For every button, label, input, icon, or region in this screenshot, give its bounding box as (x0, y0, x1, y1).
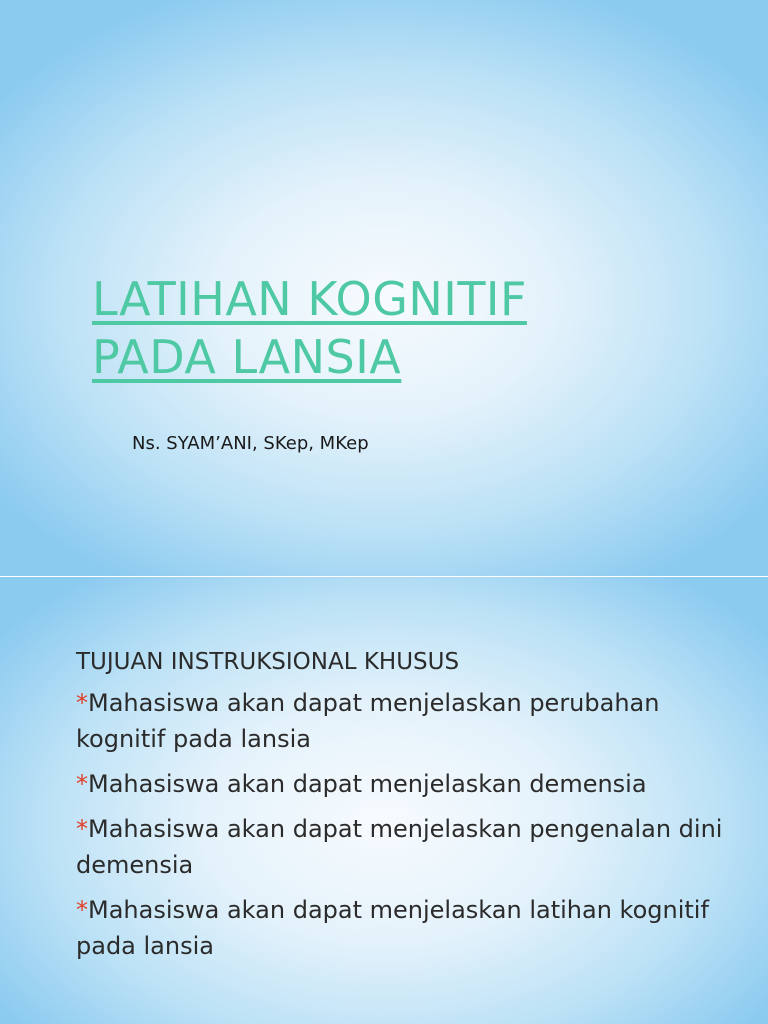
objective-text: Mahasiswa akan dapat menjelaskan perubahan kognitif pada lansia (76, 689, 660, 753)
asterisk-bullet-icon: * (76, 689, 88, 717)
asterisk-bullet-icon: * (76, 815, 88, 843)
objectives-content (76, 647, 736, 973)
objective-item (76, 766, 736, 802)
asterisk-bullet-icon: * (76, 770, 88, 798)
author-subtitle: Ns. SYAM’ANI, SKep, MKep (132, 433, 369, 454)
title-line-1: LATIHAN KOGNITIF (92, 272, 527, 326)
objectives-heading: TUJUAN INSTRUKSIONAL KHUSUS (76, 649, 460, 675)
objective-text: Mahasiswa akan dapat menjelaskan demensia (88, 770, 647, 798)
objective-text: Mahasiswa akan dapat menjelaskan latihan kognitif pada lansia (76, 896, 709, 960)
objectives-slide (0, 577, 768, 1024)
objective-item (76, 685, 736, 757)
objective-item (76, 892, 736, 964)
objective-text: Mahasiswa akan dapat menjelaskan pengenalan dini demensia (76, 815, 723, 879)
asterisk-bullet-icon: * (76, 896, 88, 924)
title-line-2: PADA LANSIA (92, 330, 402, 384)
slide-title (92, 270, 732, 386)
objective-item (76, 811, 736, 883)
